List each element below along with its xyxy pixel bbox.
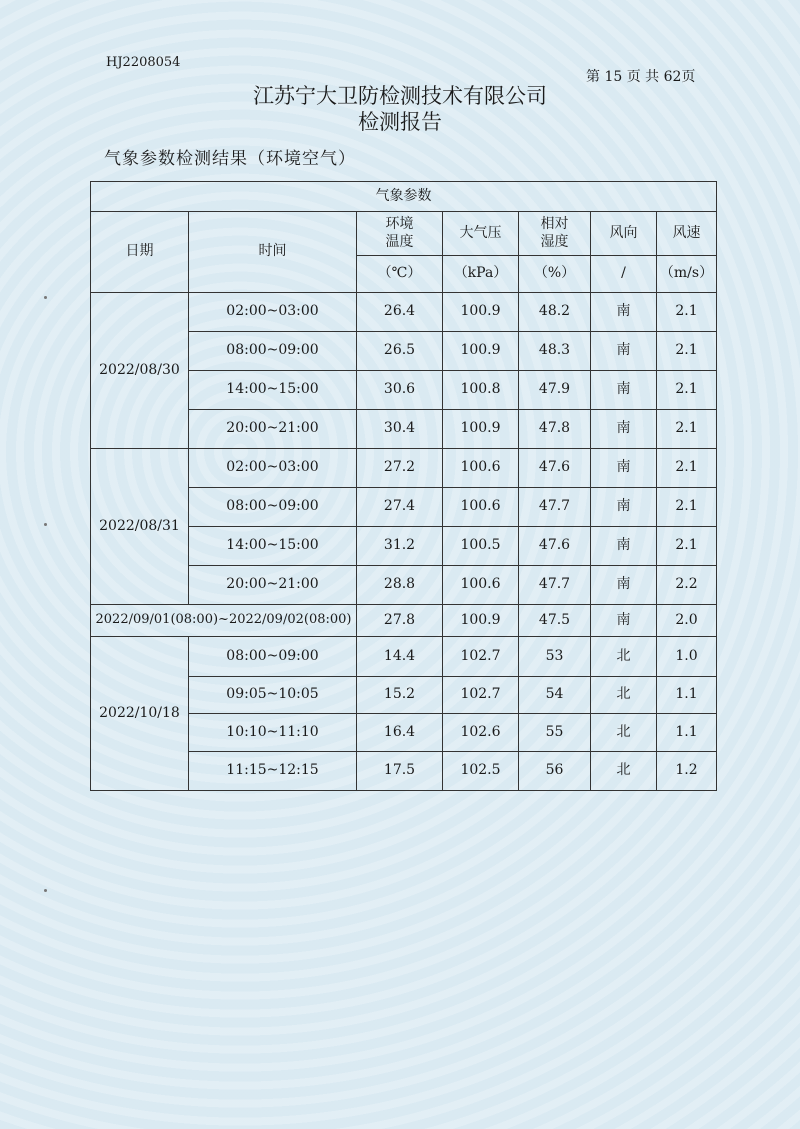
date-header: 日期 <box>91 212 189 293</box>
date-cell: 2022/10/18 <box>91 637 189 791</box>
wind-speed-cell: 1.2 <box>657 752 717 791</box>
scan-dot <box>44 523 47 526</box>
pressure-unit: （kPa） <box>443 256 519 293</box>
date-cell: 2022/08/30 <box>91 293 189 449</box>
time-cell: 14:00~15:00 <box>189 527 357 566</box>
temp-cell: 30.4 <box>357 410 443 449</box>
humidity-cell: 56 <box>519 752 591 791</box>
humidity-cell: 47.7 <box>519 566 591 605</box>
time-cell: 08:00~09:00 <box>189 332 357 371</box>
table-row <box>91 449 717 488</box>
temp-cell: 16.4 <box>357 714 443 752</box>
group-header: 气象参数 <box>91 182 717 212</box>
meteorological-table <box>90 181 717 791</box>
wind-speed-cell: 2.1 <box>657 410 717 449</box>
humidity-cell: 55 <box>519 714 591 752</box>
time-cell: 09:05~10:05 <box>189 677 357 714</box>
temp-header-line2: 温度 <box>385 233 414 250</box>
wind-dir-cell: 南 <box>591 371 657 410</box>
pressure-cell: 102.5 <box>443 752 519 791</box>
humidity-cell: 54 <box>519 677 591 714</box>
section-title: 气象参数检测结果（环境空气） <box>104 149 356 169</box>
pressure-cell: 100.9 <box>443 605 519 637</box>
wind-speed-cell: 1.1 <box>657 714 717 752</box>
humidity-cell: 47.8 <box>519 410 591 449</box>
wind-dir-unit: / <box>591 256 657 293</box>
pressure-cell: 100.9 <box>443 410 519 449</box>
time-cell: 08:00~09:00 <box>189 488 357 527</box>
time-cell: 08:00~09:00 <box>189 637 357 677</box>
wind-dir-cell: 南 <box>591 449 657 488</box>
table-row <box>91 293 717 332</box>
wind-dir-cell: 南 <box>591 332 657 371</box>
time-cell: 10:10~11:10 <box>189 714 357 752</box>
wind-speed-cell: 2.1 <box>657 332 717 371</box>
pressure-cell: 100.6 <box>443 449 519 488</box>
humidity-cell: 47.5 <box>519 605 591 637</box>
scan-dot <box>44 296 47 299</box>
wind-speed-cell: 2.1 <box>657 371 717 410</box>
pressure-cell: 100.6 <box>443 488 519 527</box>
humidity-cell: 47.6 <box>519 527 591 566</box>
humidity-cell: 47.9 <box>519 371 591 410</box>
temp-cell: 30.6 <box>357 371 443 410</box>
pressure-header: 大气压 <box>443 212 519 256</box>
temp-cell: 31.2 <box>357 527 443 566</box>
time-cell: 14:00~15:00 <box>189 371 357 410</box>
time-header: 时间 <box>189 212 357 293</box>
temp-cell: 26.5 <box>357 332 443 371</box>
wind-dir-cell: 北 <box>591 752 657 791</box>
temp-header <box>357 212 443 256</box>
pressure-cell: 100.9 <box>443 293 519 332</box>
wind-dir-cell: 北 <box>591 677 657 714</box>
date-cell: 2022/08/31 <box>91 449 189 605</box>
humidity-cell: 53 <box>519 637 591 677</box>
table-row <box>91 637 717 677</box>
report-title: 检测报告 <box>358 110 442 134</box>
wind-speed-header: 风速 <box>657 212 717 256</box>
time-cell: 20:00~21:00 <box>189 410 357 449</box>
wind-speed-cell: 2.1 <box>657 488 717 527</box>
temp-cell: 15.2 <box>357 677 443 714</box>
time-cell: 02:00~03:00 <box>189 449 357 488</box>
humidity-cell: 47.7 <box>519 488 591 527</box>
wind-dir-cell: 南 <box>591 605 657 637</box>
time-cell: 02:00~03:00 <box>189 293 357 332</box>
temp-cell: 14.4 <box>357 637 443 677</box>
pressure-cell: 102.6 <box>443 714 519 752</box>
pressure-cell: 102.7 <box>443 677 519 714</box>
time-cell: 11:15~12:15 <box>189 752 357 791</box>
scan-dot <box>44 889 47 892</box>
wind-speed-cell: 1.1 <box>657 677 717 714</box>
humidity-header <box>519 212 591 256</box>
temp-cell: 17.5 <box>357 752 443 791</box>
wind-dir-header: 风向 <box>591 212 657 256</box>
wind-dir-cell: 北 <box>591 637 657 677</box>
wind-dir-cell: 南 <box>591 566 657 605</box>
pressure-cell: 102.7 <box>443 637 519 677</box>
wind-speed-cell: 2.1 <box>657 293 717 332</box>
temp-cell: 26.4 <box>357 293 443 332</box>
humidity-header-line2: 湿度 <box>540 233 569 250</box>
company-name: 江苏宁大卫防检测技术有限公司 <box>253 84 547 108</box>
humidity-cell: 48.2 <box>519 293 591 332</box>
table-row <box>91 605 717 637</box>
wind-dir-cell: 北 <box>591 714 657 752</box>
temp-header-line1: 环境 <box>385 216 414 232</box>
pressure-cell: 100.5 <box>443 527 519 566</box>
humidity-header-line1: 相对 <box>540 216 569 232</box>
pressure-cell: 100.9 <box>443 332 519 371</box>
wind-speed-cell: 2.1 <box>657 449 717 488</box>
time-cell: 20:00~21:00 <box>189 566 357 605</box>
doc-number: HJ2208054 <box>106 55 181 70</box>
wind-speed-cell: 2.2 <box>657 566 717 605</box>
datetime-span-cell: 2022/09/01(08:00)~2022/09/02(08:00) <box>91 605 357 637</box>
humidity-cell: 48.3 <box>519 332 591 371</box>
wind-dir-cell: 南 <box>591 488 657 527</box>
wind-speed-cell: 2.0 <box>657 605 717 637</box>
temp-cell: 28.8 <box>357 566 443 605</box>
humidity-unit: （%） <box>519 256 591 293</box>
pressure-cell: 100.8 <box>443 371 519 410</box>
wind-speed-unit: （m/s） <box>657 256 717 293</box>
wind-dir-cell: 南 <box>591 293 657 332</box>
wind-dir-cell: 南 <box>591 527 657 566</box>
temp-cell: 27.2 <box>357 449 443 488</box>
temp-cell: 27.4 <box>357 488 443 527</box>
wind-speed-cell: 1.0 <box>657 637 717 677</box>
pressure-cell: 100.6 <box>443 566 519 605</box>
temp-cell: 27.8 <box>357 605 443 637</box>
wind-speed-cell: 2.1 <box>657 527 717 566</box>
wind-dir-cell: 南 <box>591 410 657 449</box>
page-number: 第 15 页 共 62页 <box>586 69 696 85</box>
humidity-cell: 47.6 <box>519 449 591 488</box>
temp-unit: （℃） <box>357 256 443 293</box>
